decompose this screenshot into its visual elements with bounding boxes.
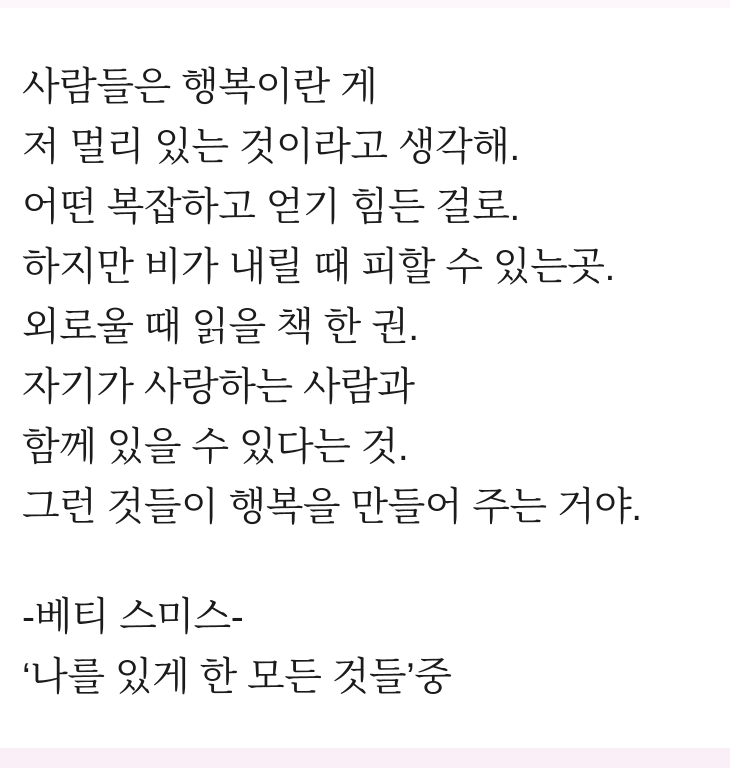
- quote-line-8: 그런 것들이 행복을 만들어 주는 거야.: [22, 486, 642, 529]
- quote-line-6: 자기가 사랑하는 사람과: [22, 366, 415, 409]
- quote-text-block: [22, 58, 714, 708]
- quote-line-1: 사람들은 행복이란 게: [22, 66, 378, 109]
- quote-line-7: 함께 있을 수 있다는 것.: [22, 426, 409, 469]
- bottom-pink-strip: [0, 748, 730, 768]
- blank-line-spacer: [22, 538, 714, 588]
- quote-line-2: 저 멀리 있는 것이라고 생각해.: [22, 126, 520, 169]
- quote-line-4: 하지만 비가 내릴 때 피할 수 있는곳.: [22, 246, 615, 289]
- quote-line-5: 외로울 때 읽을 책 한 권.: [22, 306, 419, 349]
- top-pink-strip: [0, 0, 730, 8]
- quote-source: ‘나를 있게 한 모든 것들’중: [22, 656, 452, 699]
- quote-author: -베티 스미스-: [22, 596, 244, 639]
- quote-line-3: 어떤 복잡하고 얻기 힘든 걸로.: [22, 186, 520, 229]
